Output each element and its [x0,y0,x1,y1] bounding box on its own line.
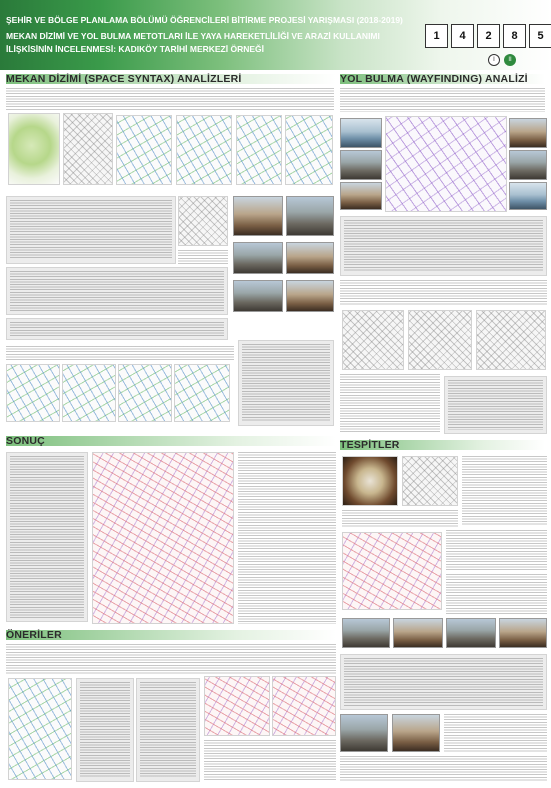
section-title-wayfinding: YOL BULMA (WAYFINDING) ANALİZİ [340,73,528,85]
suggestions-photo-2 [392,714,440,752]
analysis-textbox-1 [6,196,176,264]
suggestions-list-1 [76,678,134,782]
segment-map-3 [118,364,172,422]
project-title-line-2: İLİŞKİSİNİN İNCELENMESİ: KADIKÖY TARİHİ MERKEZİ ÖRNEĞİ [6,44,265,54]
wayfinding-route-map [385,116,507,212]
findings-paragraph-3 [446,574,547,614]
integration-map-3 [236,115,282,185]
code-digit: 2 [477,24,500,48]
wayfinding-photo-2 [340,150,382,180]
findings-captions [342,510,458,528]
suggestions-map-3 [272,676,336,736]
analysis-textbox-4 [238,340,334,426]
findings-photo-1 [342,618,390,648]
findings-photo-2 [393,618,443,648]
sheet-badge-1: I [488,54,500,66]
integration-map-4 [285,115,333,185]
street-photo-3 [233,242,283,274]
entry-code [425,24,551,48]
poster-header [0,0,551,70]
wayfinding-photo-5 [509,150,547,180]
suggestions-map-2 [204,676,270,736]
findings-paragraph-2 [446,530,547,570]
analysis-textbox-3 [6,318,228,340]
code-digit: 5 [529,24,551,48]
study-area-map [8,113,60,185]
findings-circular-map-2 [402,456,458,506]
project-title-line-1: MEKAN DİZİMİ VE YOL BULMA METOTLARI İLE YAYA HAREKETLİLİĞİ VE ARAZİ KULLANIMI [6,31,380,41]
analysis-textbox-2 [6,267,228,315]
suggestions-paragraph-right [444,714,547,752]
section-title-findings: TESPİTLER [340,439,400,451]
segment-map-2 [62,364,116,422]
segment-map [178,196,228,246]
segment-legend [178,250,228,264]
conclusion-paragraph [238,452,336,624]
sheet-badges [488,54,516,66]
code-digit: 1 [425,24,448,48]
integration-map-2 [176,115,232,185]
findings-photo-3 [446,618,496,648]
wayfinding-photo-1 [340,118,382,148]
street-photo-5 [233,280,283,312]
segment-map-4 [174,364,230,422]
findings-land-use-map [342,532,442,610]
suggestions-paragraph [204,740,336,780]
street-photo-4 [286,242,334,274]
conclusion-land-use-map [92,452,234,624]
street-photo-2 [286,196,334,236]
suggestions-textbox-right [340,654,547,710]
integration-map-1 [116,115,172,185]
street-photo-1 [233,196,283,236]
segment-map-1 [6,364,60,422]
segment-analysis-paragraph [6,346,234,360]
findings-circular-map-1 [342,456,398,506]
wayfinding-photo-6 [509,182,547,210]
code-digit: 8 [503,24,526,48]
section-title-conclusion: SONUÇ [6,435,45,447]
wayfinding-map-small-3 [476,310,546,370]
axial-base-map [63,113,113,185]
suggestions-list-2 [136,678,200,782]
competition-title: ŞEHİR VE BÖLGE PLANLAMA BÖLÜMÜ ÖĞRENCİLERİ BİTİRME PROJESİ YARIŞMASI (2018-2019) [6,15,403,25]
wayfinding-paragraph-3 [340,374,440,434]
findings-paragraph-1 [462,456,547,526]
intro-paragraph [6,88,334,110]
wayfinding-textbox-2 [444,376,547,434]
section-title-suggestions: ÖNERİLER [6,629,62,641]
suggestions-map-1 [8,678,72,780]
wayfinding-map-small-2 [408,310,472,370]
wayfinding-textbox-1 [340,216,547,276]
wayfinding-paragraph-2 [340,280,547,306]
sheet-badge-2: II [504,54,516,66]
suggestions-intro [6,644,336,674]
wayfinding-map-small-1 [342,310,404,370]
suggestions-photo-1 [340,714,388,752]
section-title-space-syntax: MEKAN DİZİMİ (SPACE SYNTAX) ANALİZLERİ [6,73,242,85]
section-rule [6,436,336,446]
street-photo-6 [286,280,334,312]
suggestions-footer-paragraph [340,756,547,782]
conclusion-textbox [6,452,88,622]
code-digit: 4 [451,24,474,48]
findings-photo-4 [499,618,547,648]
wayfinding-photo-3 [340,182,382,210]
wayfinding-intro [340,88,545,112]
wayfinding-photo-4 [509,118,547,148]
